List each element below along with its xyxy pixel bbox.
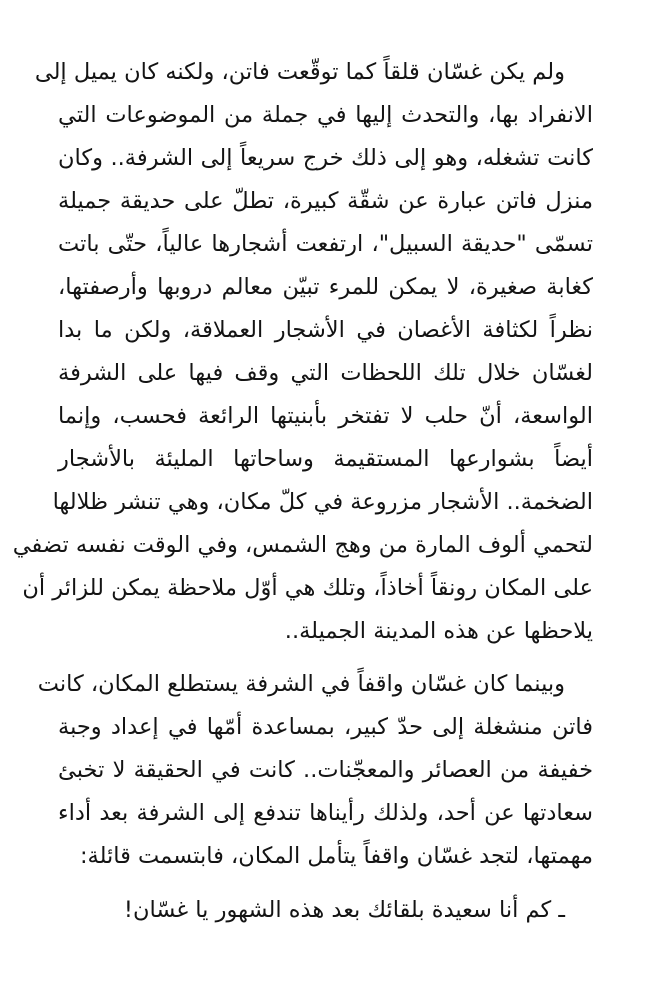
paragraph-1-line-2: الانفراد بها، والتحدث إليها في جملة من الموضوعات التي [58,102,593,128]
dialogue-line: ـ كم أنا سعيدة بلقائك بعد هذه الشهور يا غسّان! [123,897,565,923]
paragraph-1-line-1: ولم يكن غسّان قلقاً كما توقّعت فاتن، ولكنه كان يميل إلى [34,59,565,85]
paragraph-1-line-10: أيضاً بشوارعها المستقيمة وساحاتها المليئة بالأشجار [58,446,593,472]
paragraph-1-line-7: نظراً لكثافة الأغصان في الأشجار العملاقة، ولكن ما بدا [58,317,593,343]
paragraph-1-line-12: لتحمي ألوف المارة من وهج الشمس، وفي الوقت نفسه تضفي [12,532,593,558]
paragraph-1-line-3: كانت تشغله، وهو إلى ذلك خرج سريعاً إلى الشرفة.. وكان [58,145,593,171]
paragraph-1-line-11: الضخمة.. الأشجار مزروعة في كلّ مكان، وهي تنشر ظلالها [52,489,593,515]
paragraph-2-line-1: وبينما كان غسّان واقفاً في الشرفة يستطلع المكان، كانت [37,671,565,697]
paragraph-1-line-5: تسمّى "حديقة السبيل"، ارتفعت أشجارها عالياً، حتّى باتت [58,231,593,257]
paragraph-2-line-2: فاتن منشغلة إلى حدّ كبير، بمساعدة أمّها في إعداد وجبة [58,714,593,740]
paragraph-2-line-4: سعادتها عن أحد، ولذلك رأيناها تندفع إلى الشرفة بعد أداء [58,800,593,826]
paragraph-1-line-9: الواسعة، أنّ حلب لا تفتخر بأبنيتها الرائعة فحسب، وإنما [58,403,593,429]
paragraph-1-line-13: على المكان رونقاً أخاذاً، وتلك هي أوّل ملاحظة يمكن للزائر أن [22,575,593,601]
paragraph-1-line-4: منزل فاتن عبارة عن شقّة كبيرة، تطلّ على حديقة جميلة [58,188,593,214]
paragraph-1-line-6: كغابة صغيرة، لا يمكن للمرء تبيّن معالم دروبها وأرصفتها، [58,274,593,300]
paragraph-1-line-14: يلاحظها عن هذه المدينة الجميلة.. [284,618,593,644]
paragraph-2-line-5: مهمتها، لتجد غسّان واقفاً يتأمل المكان، فابتسمت قائلة: [79,843,593,869]
paragraph-2-line-3: خفيفة من العصائر والمعجّنات.. كانت في الحقيقة لا تخبئ [58,757,593,783]
paragraph-1-line-8: لغسّان خلال تلك اللحظات التي وقف فيها على الشرفة [58,360,593,386]
